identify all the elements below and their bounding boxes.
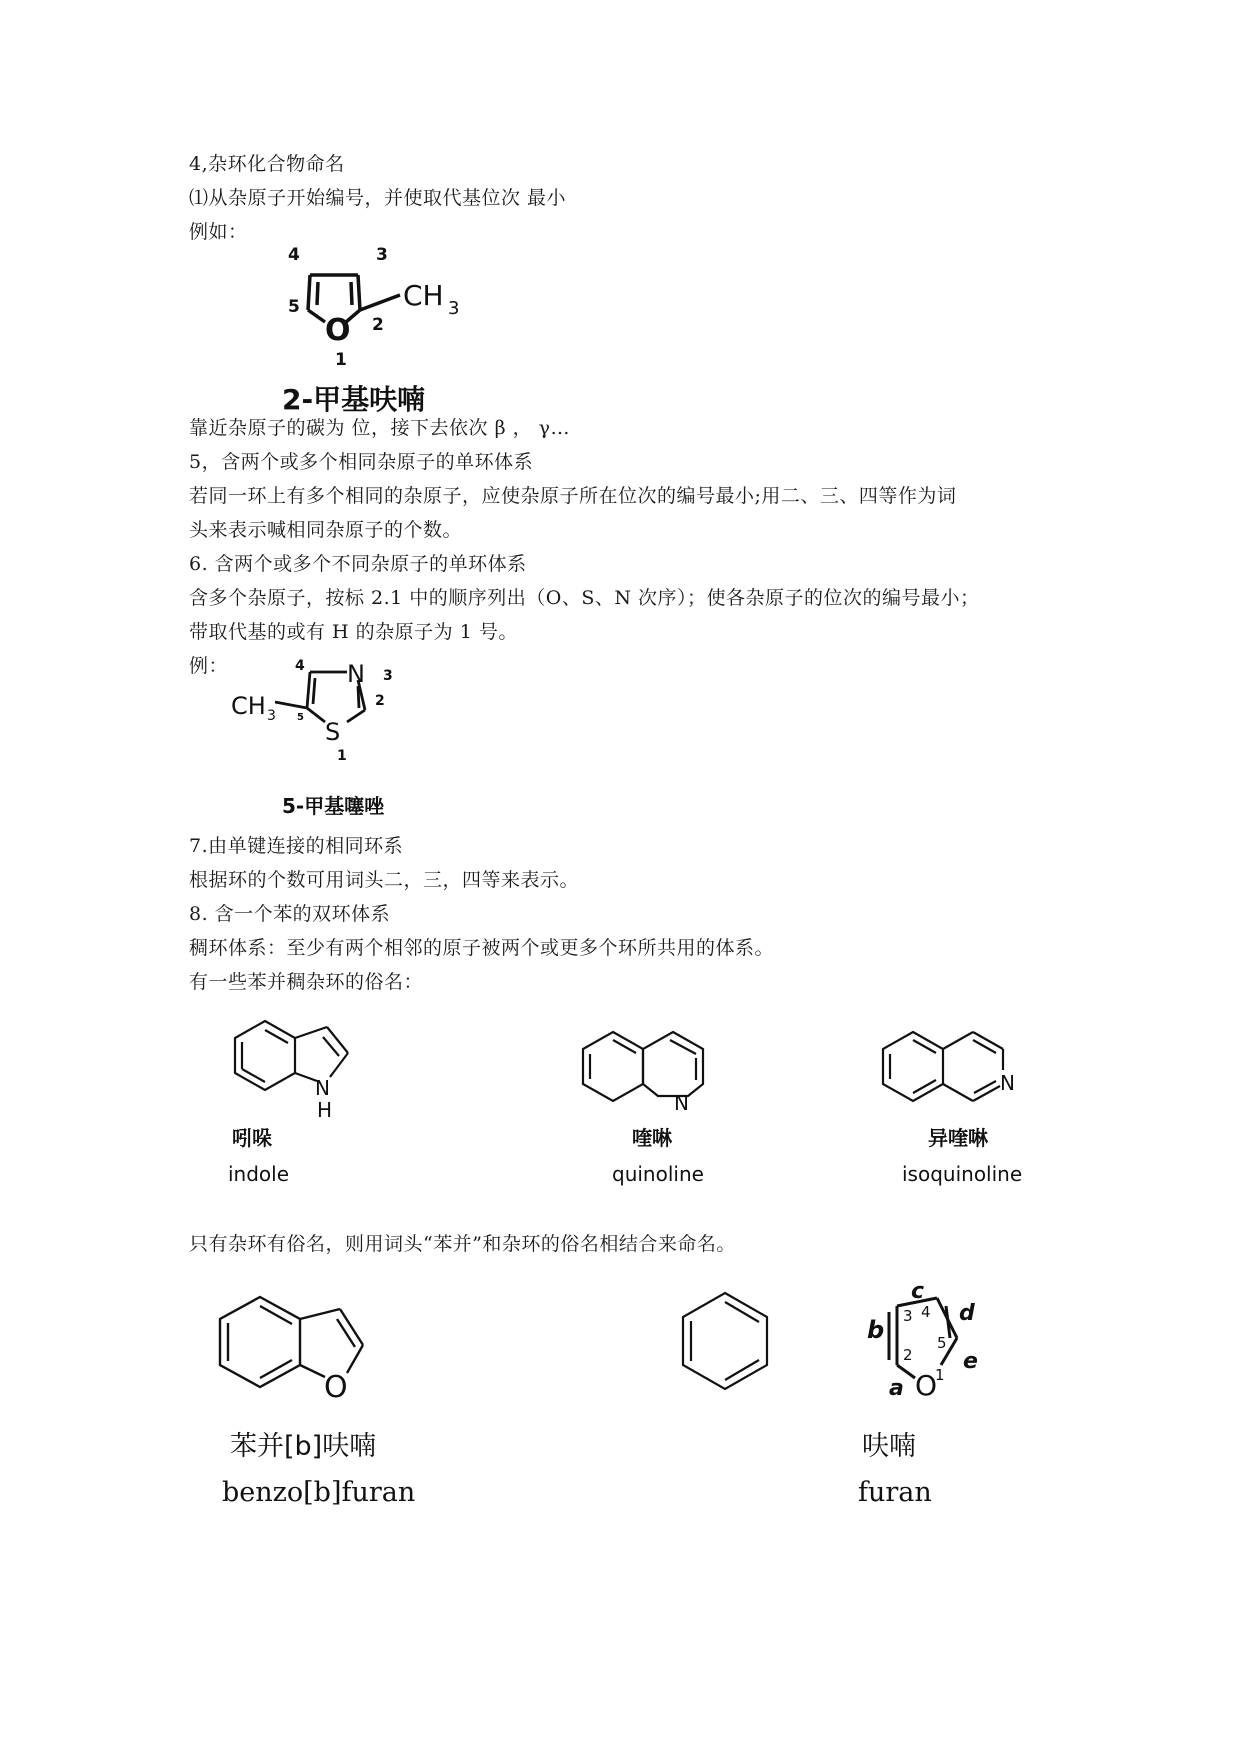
bond-c: c <box>911 1280 925 1304</box>
methyl-subscript: 3 <box>267 708 276 724</box>
hydrogen-atom: H <box>317 1098 333 1122</box>
trivial-names-intro: 有一些苯并稠杂环的俗名： <box>189 971 424 993</box>
rule-5-text-1: 若同一环上有多个相同的杂原子，应使杂原子所在位次的编号最小;用二、三、四等作为词 <box>189 485 957 507</box>
furan-caption-cn: 呋喃 <box>862 1431 916 1462</box>
example-label-2: 例： <box>189 655 229 677</box>
quinoline-caption-en: quinoline <box>612 1162 704 1186</box>
position-5: 5 <box>297 712 304 723</box>
isoquinoline-structure <box>870 1020 1050 1130</box>
methylfuran-caption: 2-甲基呋喃 <box>282 383 426 416</box>
methyl-group: CH <box>403 279 444 312</box>
indole-structure <box>205 1005 375 1125</box>
position-2: 2 <box>375 693 385 709</box>
benzofuran-structure <box>200 1285 420 1415</box>
nitrogen-atom: N <box>674 1091 689 1115</box>
bond-a: a <box>889 1376 904 1401</box>
heading-6-different-heteroatoms: 6. 含两个或多个不同杂原子的单环体系 <box>189 553 527 575</box>
position-4: 4 <box>921 1303 931 1321</box>
position-5: 5 <box>288 297 300 317</box>
methylfuran-structure <box>280 230 490 370</box>
indole-caption-cn: 吲哚 <box>232 1126 272 1150</box>
position-3: 3 <box>903 1307 913 1325</box>
position-1: 1 <box>935 1366 945 1384</box>
isoquinoline-caption-cn: 异喹啉 <box>928 1126 988 1150</box>
sulfur-atom: S <box>325 718 341 746</box>
bond-b: b <box>867 1316 885 1344</box>
heading-4-heterocycle-naming: 4,杂环化合物命名 <box>189 153 345 175</box>
position-4: 4 <box>288 245 300 265</box>
position-1: 1 <box>337 748 347 760</box>
example-label: 例如： <box>189 221 248 243</box>
quinoline-caption-cn: 喹啉 <box>632 1126 672 1150</box>
rule-5-text-2: 头来表示喊相同杂原子的个数。 <box>189 519 463 541</box>
nitrogen-atom: N <box>1000 1071 1015 1095</box>
methylthiazole-structure <box>225 650 425 760</box>
oxygen-atom: O <box>915 1369 938 1402</box>
heading-8-benzo-bicyclic: 8. 含一个苯的双环体系 <box>189 903 391 925</box>
heading-5-same-heteroatoms: 5，含两个或多个相同杂原子的单环体系 <box>189 451 534 473</box>
position-3: 3 <box>376 245 388 265</box>
position-4: 4 <box>295 658 305 674</box>
indole-caption-en: indole <box>228 1162 290 1186</box>
methylthiazole-caption: 5-甲基噻唑 <box>282 794 385 818</box>
quinoline-structure <box>570 1020 740 1130</box>
heading-7-linked-rings: 7.由单键连接的相同环系 <box>189 835 404 857</box>
benzofuran-caption-en: benzo[b]furan <box>222 1477 416 1508</box>
bond-d: d <box>959 1301 975 1326</box>
rule-7-text: 根据环的个数可用词头二，三，四等来表示。 <box>189 869 580 891</box>
benzene-structure <box>670 1285 790 1405</box>
position-2: 2 <box>903 1346 913 1364</box>
methyl-group: CH <box>231 692 266 720</box>
position-1: 1 <box>335 350 347 370</box>
position-3: 3 <box>383 668 393 684</box>
benzo-naming-rule: 只有杂环有俗名，则用词头“苯并”和杂环的俗名相结合来命名。 <box>189 1233 736 1255</box>
oxygen-atom: O <box>325 313 351 348</box>
benzofuran-caption-cn: 苯并[b]呋喃 <box>230 1431 377 1462</box>
furan-structure <box>855 1280 1005 1410</box>
fused-ring-definition: 稠环体系：至少有两个相邻的原子被两个或更多个环所共用的体系。 <box>189 937 775 959</box>
nitrogen-atom: N <box>315 1076 330 1100</box>
bond-e: e <box>963 1349 978 1374</box>
rule-6-text-1: 含多个杂原子，按标 2.1 中的顺序列出（O、S、N 次序）；使各杂原子的位次的编号最小； <box>189 587 980 609</box>
nitrogen-atom: N <box>347 660 365 688</box>
rule-6-text-2: 带取代基的或有 H 的杂原子为 1 号。 <box>189 621 518 643</box>
position-5: 5 <box>937 1334 947 1352</box>
oxygen-atom: O <box>324 1370 348 1405</box>
furan-caption-en: furan <box>858 1477 932 1508</box>
position-2: 2 <box>372 315 384 335</box>
isoquinoline-caption-en: isoquinoline <box>902 1162 1023 1186</box>
alpha-beta-gamma-note: 靠近杂原子的碳为 位，接下去依次 β ， γ… <box>189 417 570 439</box>
rule-1-numbering: ⑴从杂原子开始编号，并使取代基位次 最小 <box>189 187 567 209</box>
methyl-subscript: 3 <box>448 298 460 319</box>
